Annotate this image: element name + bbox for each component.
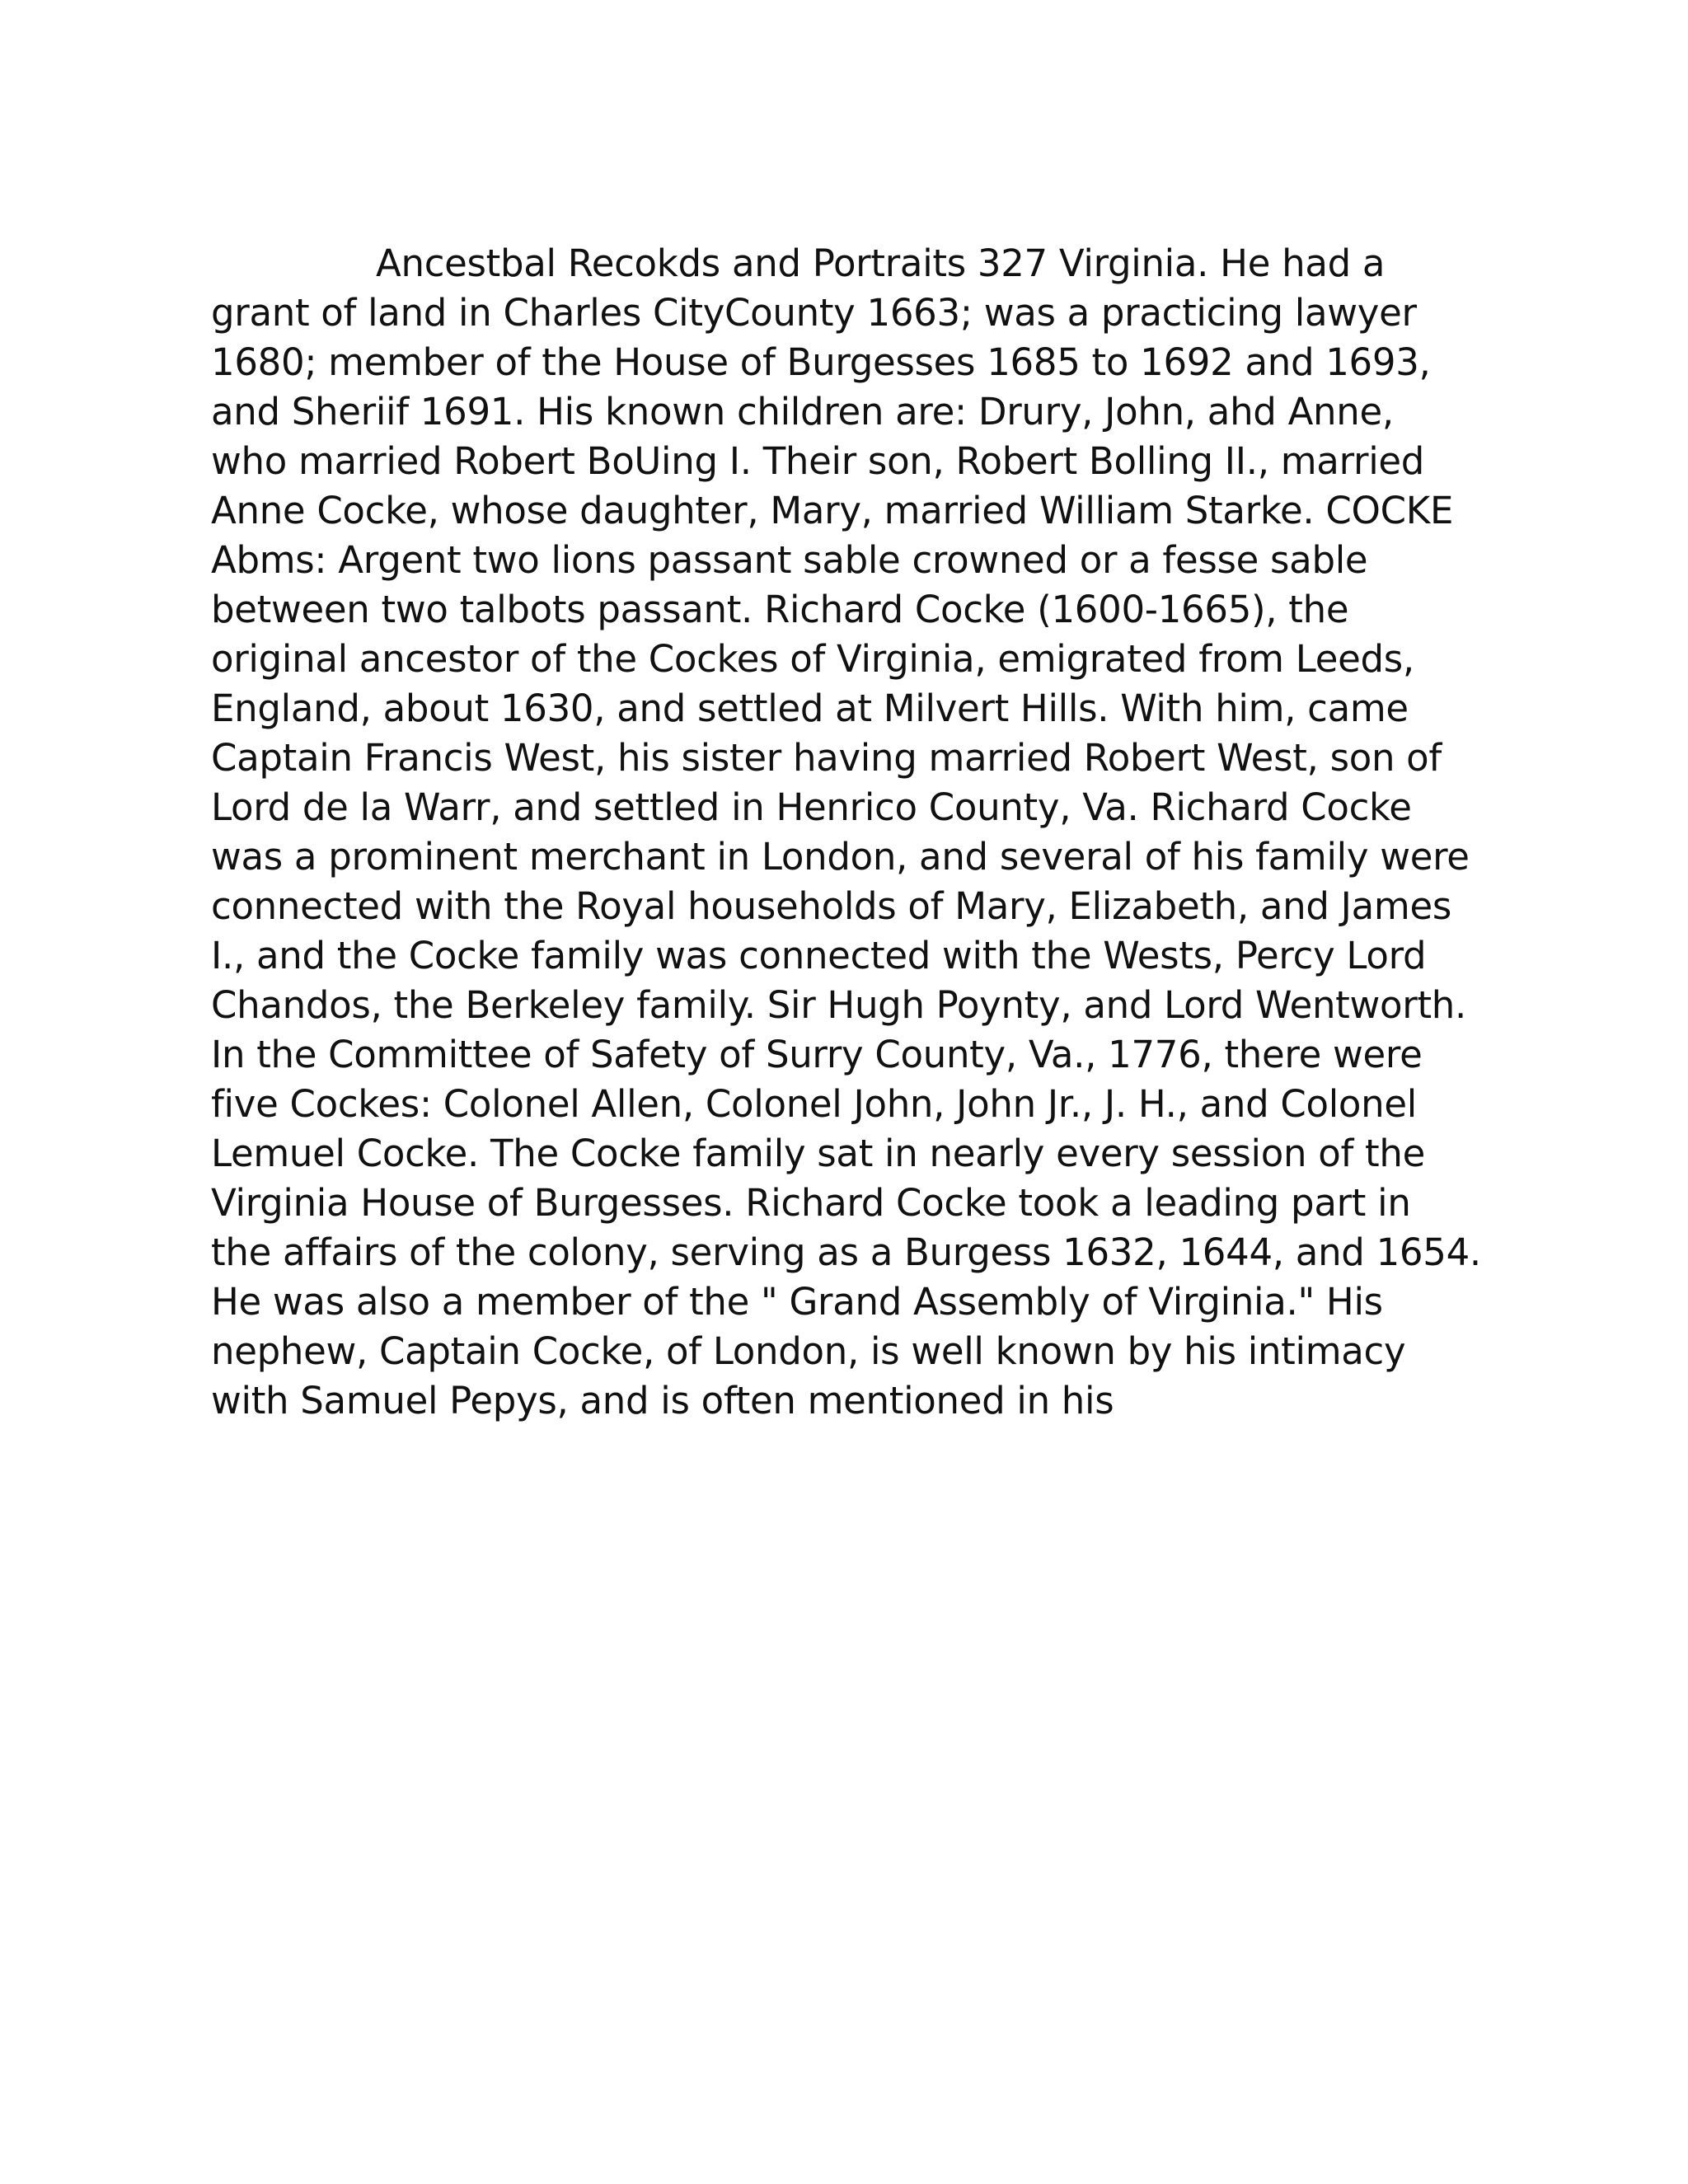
- text-line-24: with Samuel Pepys, and is often mentioned in his: [211, 1379, 1114, 1422]
- text-line-20: Virginia House of Burgesses. Richard Cocke took a leading part in: [211, 1181, 1411, 1225]
- text-line-17: In the Committee of Safety of Surry County, Va., 1776, there were: [211, 1033, 1423, 1076]
- text-line-23: nephew, Captain Cocke, of London, is well known by his intimacy: [211, 1329, 1406, 1373]
- text-line-12: Lord de la Warr, and settled in Henrico County, Va. Richard Cocke: [211, 785, 1412, 829]
- text-line-3: 1680; member of the House of Burgesses 1685 to 1692 and 1693,: [211, 340, 1431, 384]
- body-text: [211, 239, 1497, 1426]
- text-line-1: Ancestbal Recokds and Portraits 327 Virginia. He had a: [376, 241, 1386, 285]
- text-line-5: who married Robert BoUing I. Their son, Robert Bolling II., married: [211, 439, 1425, 483]
- text-line-2: grant of land in Charles CityCounty 1663; was a practicing lawyer: [211, 291, 1417, 335]
- text-line-15: I., and the Cocke family was connected with the Wests, Percy Lord: [211, 934, 1427, 977]
- text-line-14: connected with the Royal households of Mary, Elizabeth, and James: [211, 884, 1451, 928]
- text-line-21: the affairs of the colony, serving as a Burgess 1632, 1644, and 1654.: [211, 1230, 1481, 1274]
- text-line-6: Anne Cocke, whose daughter, Mary, married William Starke. COCKE: [211, 489, 1454, 532]
- text-line-13: was a prominent merchant in London, and several of his family were: [211, 835, 1470, 879]
- text-line-16: Chandos, the Berkeley family. Sir Hugh Poynty, and Lord Wentworth.: [211, 983, 1467, 1027]
- text-line-9: original ancestor of the Cockes of Virginia, emigrated from Leeds,: [211, 637, 1414, 681]
- text-line-7: Abms: Argent two lions passant sable crowned or a fesse sable: [211, 538, 1368, 582]
- text-line-10: England, about 1630, and settled at Milvert Hills. With him, came: [211, 687, 1409, 730]
- text-line-22: He was also a member of the " Grand Assembly of Virginia." His: [211, 1280, 1383, 1324]
- text-line-4: and Sheriif 1691. His known children are: Drury, John, ahd Anne,: [211, 390, 1394, 434]
- text-line-19: Lemuel Cocke. The Cocke family sat in nearly every session of the: [211, 1132, 1425, 1175]
- text-line-18: five Cockes: Colonel Allen, Colonel John, John Jr., J. H., and Colonel: [211, 1082, 1417, 1126]
- text-line-8: between two talbots passant. Richard Cocke (1600-1665), the: [211, 588, 1349, 631]
- text-line-11: Captain Francis West, his sister having married Robert West, son of: [211, 736, 1442, 780]
